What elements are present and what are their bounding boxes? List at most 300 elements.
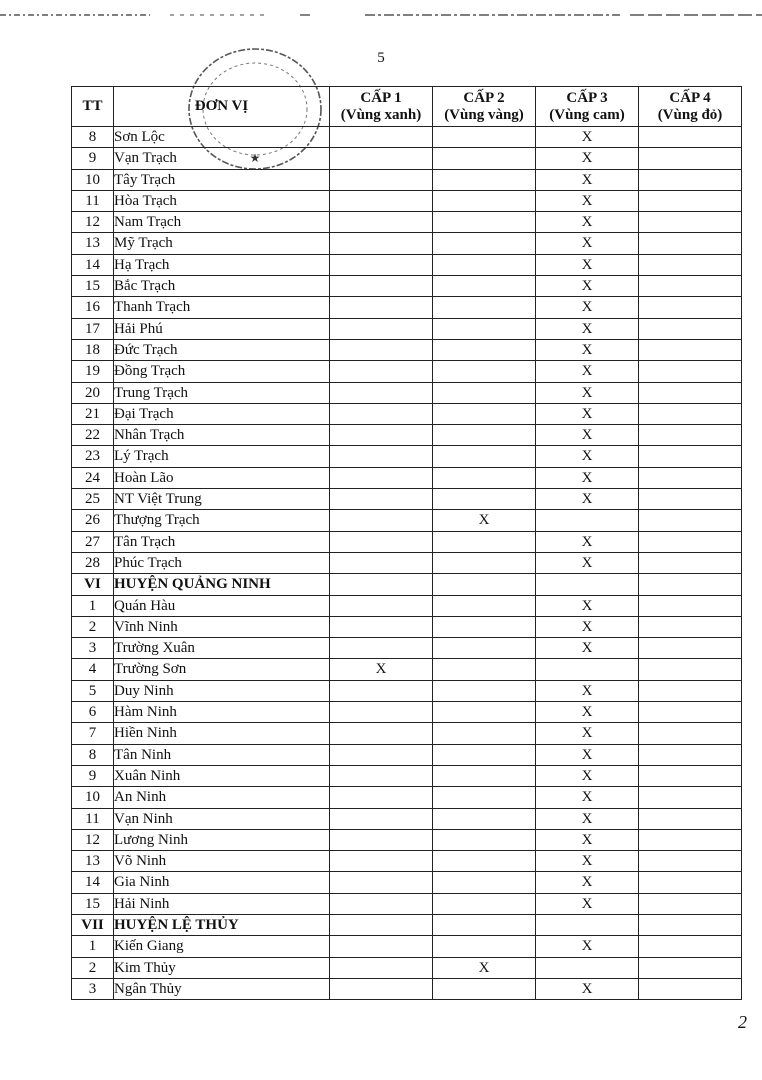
row-number: 10 bbox=[72, 169, 114, 190]
svg-text:★: ★ bbox=[249, 151, 261, 165]
level-2-cell bbox=[433, 318, 536, 339]
level-1-mark: X bbox=[330, 659, 433, 680]
table-row bbox=[72, 531, 742, 552]
level-1-cell bbox=[330, 936, 433, 957]
table-row bbox=[72, 212, 742, 233]
level-1-cell bbox=[330, 914, 433, 935]
level-2-cell bbox=[433, 425, 536, 446]
table-row bbox=[72, 297, 742, 318]
table-row bbox=[72, 254, 742, 275]
table-row bbox=[72, 851, 742, 872]
level-1-cell bbox=[330, 872, 433, 893]
row-number: 25 bbox=[72, 489, 114, 510]
table-row bbox=[72, 446, 742, 467]
header-level-4: CẤP 4 (Vùng đỏ) bbox=[639, 87, 742, 127]
level-3-mark: X bbox=[536, 467, 639, 488]
table-row bbox=[72, 467, 742, 488]
unit-name: Trường Xuân bbox=[114, 638, 330, 659]
level-2-cell bbox=[433, 680, 536, 701]
group-header-row bbox=[72, 914, 742, 935]
level-2-cell bbox=[433, 127, 536, 148]
unit-name: Lương Ninh bbox=[114, 829, 330, 850]
level-1-cell bbox=[330, 744, 433, 765]
table-row bbox=[72, 190, 742, 211]
level-3-mark: X bbox=[536, 361, 639, 382]
level-4-cell bbox=[639, 574, 742, 595]
level-4-cell bbox=[639, 851, 742, 872]
row-number: VI bbox=[72, 574, 114, 595]
unit-name: Hòa Trạch bbox=[114, 190, 330, 211]
header-unit: ĐƠN VỊ bbox=[114, 87, 330, 127]
level-4-cell bbox=[639, 893, 742, 914]
level-1-cell bbox=[330, 318, 433, 339]
level-2-cell bbox=[433, 382, 536, 403]
level-4-cell bbox=[639, 659, 742, 680]
level-4-cell bbox=[639, 127, 742, 148]
table-row bbox=[72, 339, 742, 360]
level-2-cell bbox=[433, 893, 536, 914]
level-2-cell bbox=[433, 552, 536, 573]
unit-name: Lý Trạch bbox=[114, 446, 330, 467]
level-3-mark: X bbox=[536, 595, 639, 616]
row-number: 22 bbox=[72, 425, 114, 446]
row-number: 13 bbox=[72, 233, 114, 254]
district-name: HUYỆN QUẢNG NINH bbox=[114, 574, 330, 595]
row-number: 4 bbox=[72, 659, 114, 680]
level-3-mark: X bbox=[536, 638, 639, 659]
level-2-cell bbox=[433, 190, 536, 211]
level-1-cell bbox=[330, 680, 433, 701]
level-4-cell bbox=[639, 702, 742, 723]
unit-name: Kiến Giang bbox=[114, 936, 330, 957]
level-4-cell bbox=[639, 212, 742, 233]
level-3-mark: X bbox=[536, 403, 639, 424]
row-number: 24 bbox=[72, 467, 114, 488]
level-1-cell bbox=[330, 276, 433, 297]
row-number: 5 bbox=[72, 680, 114, 701]
table-row bbox=[72, 425, 742, 446]
level-3-mark: X bbox=[536, 808, 639, 829]
row-number: 2 bbox=[72, 616, 114, 637]
row-number: 9 bbox=[72, 148, 114, 169]
unit-name: Quán Hàu bbox=[114, 595, 330, 616]
zone-level-table bbox=[71, 86, 742, 1000]
level-3-mark: X bbox=[536, 425, 639, 446]
level-4-cell bbox=[639, 723, 742, 744]
handwritten-corner-mark: 2 bbox=[738, 1012, 747, 1032]
level-3-mark: X bbox=[536, 787, 639, 808]
level-1-cell bbox=[330, 957, 433, 978]
row-number: 23 bbox=[72, 446, 114, 467]
level-2-cell bbox=[433, 169, 536, 190]
table-row bbox=[72, 510, 742, 531]
header-level-1: CẤP 1 (Vùng xanh) bbox=[330, 87, 433, 127]
table-row bbox=[72, 361, 742, 382]
level-3-mark: X bbox=[536, 233, 639, 254]
level-2-cell bbox=[433, 531, 536, 552]
level-3-cell bbox=[536, 659, 639, 680]
level-2-cell bbox=[433, 702, 536, 723]
level-2-cell bbox=[433, 254, 536, 275]
row-number: 15 bbox=[72, 893, 114, 914]
level-1-cell bbox=[330, 552, 433, 573]
unit-name: Vạn Trạch bbox=[114, 148, 330, 169]
level-4-cell bbox=[639, 765, 742, 786]
row-number: 15 bbox=[72, 276, 114, 297]
level-1-cell bbox=[330, 403, 433, 424]
unit-name: Duy Ninh bbox=[114, 680, 330, 701]
unit-name: Phúc Trạch bbox=[114, 552, 330, 573]
table-row bbox=[72, 382, 742, 403]
table-row bbox=[72, 702, 742, 723]
unit-name: Thượng Trạch bbox=[114, 510, 330, 531]
district-name: HUYỆN LỆ THỦY bbox=[114, 914, 330, 935]
table-row bbox=[72, 978, 742, 999]
level-4-cell bbox=[639, 510, 742, 531]
level-4-cell bbox=[639, 339, 742, 360]
table-row bbox=[72, 744, 742, 765]
level-4-cell bbox=[639, 382, 742, 403]
row-number: 20 bbox=[72, 382, 114, 403]
level-1-cell bbox=[330, 595, 433, 616]
unit-name: Hải Phú bbox=[114, 318, 330, 339]
unit-name: Trung Trạch bbox=[114, 382, 330, 403]
unit-name: Nam Trạch bbox=[114, 212, 330, 233]
level-4-cell bbox=[639, 233, 742, 254]
table-row bbox=[72, 318, 742, 339]
level-4-cell bbox=[639, 787, 742, 808]
row-number: 3 bbox=[72, 978, 114, 999]
level-1-cell bbox=[330, 127, 433, 148]
level-4-cell bbox=[639, 595, 742, 616]
unit-name: Sơn Lộc bbox=[114, 127, 330, 148]
level-2-cell bbox=[433, 744, 536, 765]
unit-name: Trường Sơn bbox=[114, 659, 330, 680]
unit-name: An Ninh bbox=[114, 787, 330, 808]
level-1-cell bbox=[330, 510, 433, 531]
level-1-cell bbox=[330, 978, 433, 999]
level-2-cell bbox=[433, 872, 536, 893]
level-1-cell bbox=[330, 531, 433, 552]
level-3-mark: X bbox=[536, 254, 639, 275]
level-3-mark: X bbox=[536, 318, 639, 339]
level-2-cell bbox=[433, 403, 536, 424]
level-2-cell bbox=[433, 723, 536, 744]
table-row bbox=[72, 127, 742, 148]
table-row bbox=[72, 148, 742, 169]
unit-name: Xuân Ninh bbox=[114, 765, 330, 786]
level-1-cell bbox=[330, 851, 433, 872]
level-1-cell bbox=[330, 893, 433, 914]
row-number: 9 bbox=[72, 765, 114, 786]
level-2-cell bbox=[433, 595, 536, 616]
level-4-cell bbox=[639, 638, 742, 659]
unit-name: Tân Ninh bbox=[114, 744, 330, 765]
level-2-cell bbox=[433, 616, 536, 637]
level-2-cell bbox=[433, 765, 536, 786]
unit-name: Đồng Trạch bbox=[114, 361, 330, 382]
level-1-cell bbox=[330, 169, 433, 190]
row-number: 7 bbox=[72, 723, 114, 744]
table-row bbox=[72, 638, 742, 659]
level-1-cell bbox=[330, 616, 433, 637]
level-3-mark: X bbox=[536, 702, 639, 723]
row-number: 17 bbox=[72, 318, 114, 339]
row-number: 11 bbox=[72, 808, 114, 829]
unit-name: Gia Ninh bbox=[114, 872, 330, 893]
table-row bbox=[72, 403, 742, 424]
level-2-mark: X bbox=[433, 957, 536, 978]
row-number: 8 bbox=[72, 744, 114, 765]
level-4-cell bbox=[639, 361, 742, 382]
level-2-cell bbox=[433, 574, 536, 595]
table-body bbox=[72, 127, 742, 1000]
level-4-cell bbox=[639, 148, 742, 169]
level-4-cell bbox=[639, 680, 742, 701]
level-2-mark: X bbox=[433, 510, 536, 531]
unit-name: Kim Thủy bbox=[114, 957, 330, 978]
table-row bbox=[72, 936, 742, 957]
level-3-mark: X bbox=[536, 531, 639, 552]
level-3-mark: X bbox=[536, 339, 639, 360]
level-2-cell bbox=[433, 808, 536, 829]
level-4-cell bbox=[639, 297, 742, 318]
level-4-cell bbox=[639, 957, 742, 978]
level-2-cell bbox=[433, 276, 536, 297]
row-number: 11 bbox=[72, 190, 114, 211]
level-1-cell bbox=[330, 190, 433, 211]
level-2-cell bbox=[433, 638, 536, 659]
row-number: 21 bbox=[72, 403, 114, 424]
level-2-cell bbox=[433, 914, 536, 935]
level-2-cell bbox=[433, 446, 536, 467]
level-4-cell bbox=[639, 616, 742, 637]
unit-name: Bắc Trạch bbox=[114, 276, 330, 297]
level-2-cell bbox=[433, 829, 536, 850]
level-4-cell bbox=[639, 169, 742, 190]
level-2-cell bbox=[433, 233, 536, 254]
unit-name: Tây Trạch bbox=[114, 169, 330, 190]
level-1-cell bbox=[330, 829, 433, 850]
row-number: 2 bbox=[72, 957, 114, 978]
level-3-mark: X bbox=[536, 276, 639, 297]
level-1-cell bbox=[330, 638, 433, 659]
level-2-cell bbox=[433, 212, 536, 233]
level-4-cell bbox=[639, 446, 742, 467]
unit-name: Vạn Ninh bbox=[114, 808, 330, 829]
level-1-cell bbox=[330, 425, 433, 446]
row-number: 13 bbox=[72, 851, 114, 872]
level-4-cell bbox=[639, 531, 742, 552]
level-2-cell bbox=[433, 297, 536, 318]
level-4-cell bbox=[639, 276, 742, 297]
header-level-2: CẤP 2 (Vùng vàng) bbox=[433, 87, 536, 127]
level-3-mark: X bbox=[536, 936, 639, 957]
level-4-cell bbox=[639, 872, 742, 893]
level-3-mark: X bbox=[536, 169, 639, 190]
table-header-row bbox=[72, 87, 742, 127]
row-number: 6 bbox=[72, 702, 114, 723]
table-row bbox=[72, 808, 742, 829]
row-number: 1 bbox=[72, 595, 114, 616]
level-1-cell bbox=[330, 339, 433, 360]
level-4-cell bbox=[639, 808, 742, 829]
table-row bbox=[72, 787, 742, 808]
table-row bbox=[72, 765, 742, 786]
level-3-cell bbox=[536, 914, 639, 935]
level-1-cell bbox=[330, 148, 433, 169]
row-number: 16 bbox=[72, 297, 114, 318]
level-3-mark: X bbox=[536, 893, 639, 914]
unit-name: NT Việt Trung bbox=[114, 489, 330, 510]
level-3-mark: X bbox=[536, 382, 639, 403]
level-3-mark: X bbox=[536, 446, 639, 467]
level-3-mark: X bbox=[536, 872, 639, 893]
group-header-row bbox=[72, 574, 742, 595]
table-row bbox=[72, 616, 742, 637]
table-row bbox=[72, 957, 742, 978]
level-4-cell bbox=[639, 489, 742, 510]
row-number: VII bbox=[72, 914, 114, 935]
level-2-cell bbox=[433, 361, 536, 382]
level-3-cell bbox=[536, 510, 639, 531]
level-1-cell bbox=[330, 808, 433, 829]
level-2-cell bbox=[433, 936, 536, 957]
unit-name: Đức Trạch bbox=[114, 339, 330, 360]
level-3-mark: X bbox=[536, 127, 639, 148]
level-1-cell bbox=[330, 723, 433, 744]
level-3-mark: X bbox=[536, 212, 639, 233]
level-4-cell bbox=[639, 254, 742, 275]
level-3-cell bbox=[536, 957, 639, 978]
table-row bbox=[72, 659, 742, 680]
table-row bbox=[72, 680, 742, 701]
level-4-cell bbox=[639, 744, 742, 765]
level-4-cell bbox=[639, 467, 742, 488]
unit-name: Đại Trạch bbox=[114, 403, 330, 424]
level-1-cell bbox=[330, 489, 433, 510]
level-2-cell bbox=[433, 851, 536, 872]
level-3-mark: X bbox=[536, 723, 639, 744]
row-number: 26 bbox=[72, 510, 114, 531]
unit-name: Thanh Trạch bbox=[114, 297, 330, 318]
table-row bbox=[72, 276, 742, 297]
level-4-cell bbox=[639, 552, 742, 573]
level-1-cell bbox=[330, 787, 433, 808]
level-1-cell bbox=[330, 212, 433, 233]
row-number: 14 bbox=[72, 254, 114, 275]
level-1-cell bbox=[330, 297, 433, 318]
unit-name: Võ Ninh bbox=[114, 851, 330, 872]
level-1-cell bbox=[330, 254, 433, 275]
level-4-cell bbox=[639, 829, 742, 850]
row-number: 12 bbox=[72, 829, 114, 850]
page-number: 5 bbox=[377, 50, 385, 66]
row-number: 18 bbox=[72, 339, 114, 360]
level-3-mark: X bbox=[536, 297, 639, 318]
row-number: 1 bbox=[72, 936, 114, 957]
table-row bbox=[72, 829, 742, 850]
level-2-cell bbox=[433, 489, 536, 510]
table-row bbox=[72, 595, 742, 616]
header-level-3: CẤP 3 (Vùng cam) bbox=[536, 87, 639, 127]
level-3-cell bbox=[536, 574, 639, 595]
level-1-cell bbox=[330, 574, 433, 595]
unit-name: Vĩnh Ninh bbox=[114, 616, 330, 637]
level-1-cell bbox=[330, 765, 433, 786]
unit-name: Hàm Ninh bbox=[114, 702, 330, 723]
level-1-cell bbox=[330, 233, 433, 254]
level-1-cell bbox=[330, 467, 433, 488]
level-4-cell bbox=[639, 190, 742, 211]
level-2-cell bbox=[433, 467, 536, 488]
level-3-mark: X bbox=[536, 680, 639, 701]
table-row bbox=[72, 893, 742, 914]
table-row bbox=[72, 489, 742, 510]
scan-artifact-line bbox=[0, 12, 762, 18]
level-3-mark: X bbox=[536, 744, 639, 765]
level-2-cell bbox=[433, 978, 536, 999]
unit-name: Nhân Trạch bbox=[114, 425, 330, 446]
row-number: 12 bbox=[72, 212, 114, 233]
unit-name: Ngân Thủy bbox=[114, 978, 330, 999]
table-row bbox=[72, 169, 742, 190]
level-3-mark: X bbox=[536, 829, 639, 850]
level-3-mark: X bbox=[536, 978, 639, 999]
level-1-cell bbox=[330, 446, 433, 467]
row-number: 10 bbox=[72, 787, 114, 808]
row-number: 8 bbox=[72, 127, 114, 148]
level-3-mark: X bbox=[536, 489, 639, 510]
row-number: 19 bbox=[72, 361, 114, 382]
level-3-mark: X bbox=[536, 148, 639, 169]
level-4-cell bbox=[639, 914, 742, 935]
unit-name: Tân Trạch bbox=[114, 531, 330, 552]
level-1-cell bbox=[330, 382, 433, 403]
level-3-mark: X bbox=[536, 616, 639, 637]
level-2-cell bbox=[433, 148, 536, 169]
row-number: 3 bbox=[72, 638, 114, 659]
level-2-cell bbox=[433, 339, 536, 360]
row-number: 28 bbox=[72, 552, 114, 573]
row-number: 27 bbox=[72, 531, 114, 552]
level-3-mark: X bbox=[536, 190, 639, 211]
level-2-cell bbox=[433, 659, 536, 680]
unit-name: Hải Ninh bbox=[114, 893, 330, 914]
row-number: 14 bbox=[72, 872, 114, 893]
table-row bbox=[72, 723, 742, 744]
header-tt: TT bbox=[72, 87, 114, 127]
level-1-cell bbox=[330, 702, 433, 723]
level-4-cell bbox=[639, 425, 742, 446]
unit-name: Hoàn Lão bbox=[114, 467, 330, 488]
level-3-mark: X bbox=[536, 851, 639, 872]
unit-name: Hiền Ninh bbox=[114, 723, 330, 744]
level-4-cell bbox=[639, 403, 742, 424]
unit-name: Mỹ Trạch bbox=[114, 233, 330, 254]
level-4-cell bbox=[639, 318, 742, 339]
level-2-cell bbox=[433, 787, 536, 808]
unit-name: Hạ Trạch bbox=[114, 254, 330, 275]
table-row bbox=[72, 552, 742, 573]
level-1-cell bbox=[330, 361, 433, 382]
level-3-mark: X bbox=[536, 765, 639, 786]
level-4-cell bbox=[639, 978, 742, 999]
level-4-cell bbox=[639, 936, 742, 957]
level-3-mark: X bbox=[536, 552, 639, 573]
table-row bbox=[72, 233, 742, 254]
table-row bbox=[72, 872, 742, 893]
